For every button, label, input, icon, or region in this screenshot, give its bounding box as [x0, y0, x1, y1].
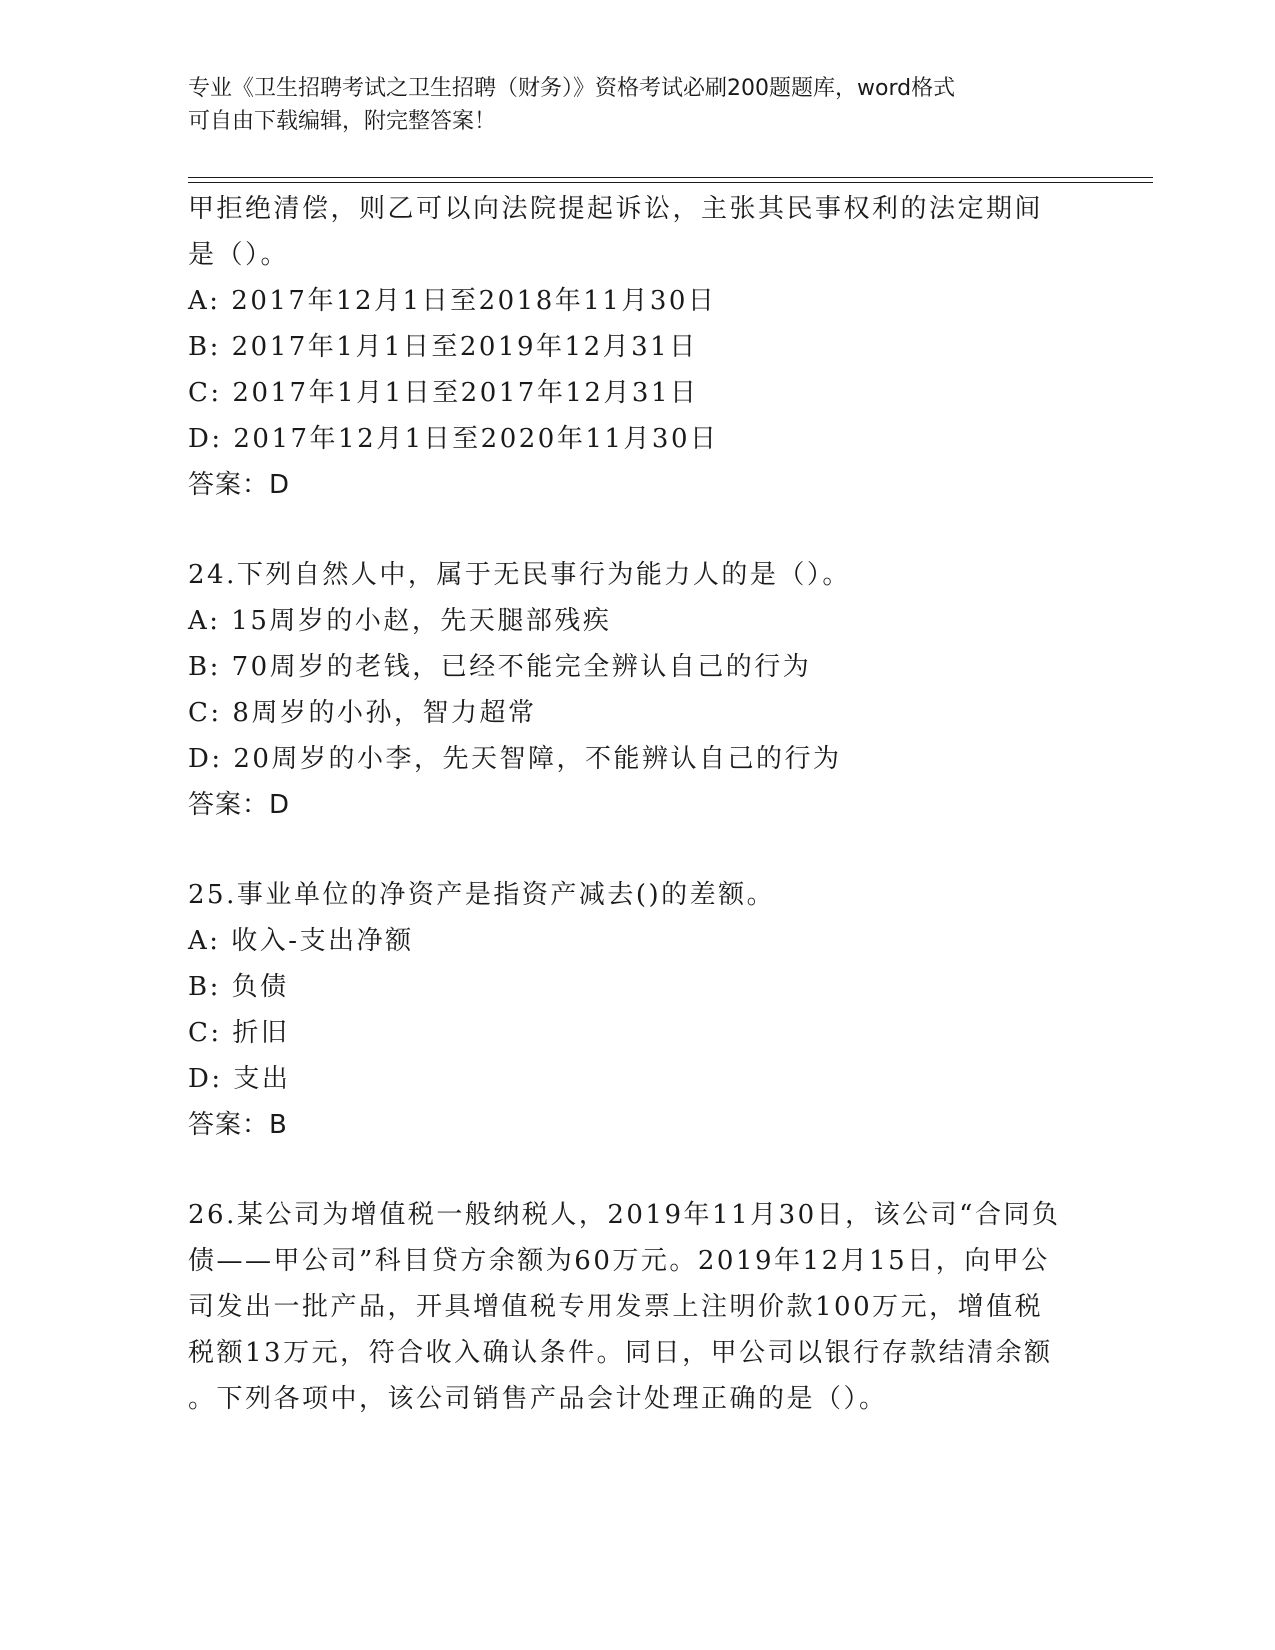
option-d: D: 2017年12月1日至2020年11月30日	[188, 424, 719, 454]
option-a: A: 15周岁的小赵，先天腿部残疾	[188, 606, 612, 636]
question-stem: 是（）。	[188, 240, 290, 270]
question-stem-line: 26.某公司为增值税一般纳税人，2019年11月30日，该公司“合同负	[188, 1200, 1061, 1230]
option-a: A: 2017年12月1日至2018年11月30日	[188, 286, 717, 316]
answer: 答案：B	[188, 1110, 288, 1140]
option-c: C: 2017年1月1日至2017年12月31日	[188, 378, 699, 408]
option-a: A: 收入-支出净额	[188, 926, 414, 956]
header-divider-bottom	[188, 182, 1153, 183]
question-stem-line: 。下列各项中，该公司销售产品会计处理正确的是（）。	[188, 1384, 888, 1414]
question-26	[188, 1192, 1088, 1422]
question-24	[188, 552, 1088, 828]
option-d: D: 支出	[188, 1064, 291, 1094]
answer: 答案：D	[188, 470, 291, 500]
question-23	[188, 186, 1088, 508]
document-header	[188, 72, 1088, 138]
header-divider-top	[188, 177, 1153, 178]
answer: 答案：D	[188, 790, 291, 820]
option-c: C: 8周岁的小孙，智力超常	[188, 698, 537, 728]
question-stem: 25.事业单位的净资产是指资产减去()的差额。	[188, 880, 776, 910]
question-stem-line: 税额13万元，符合收入确认条件。同日，甲公司以银行存款结清余额	[188, 1338, 1053, 1368]
header-line-1: 专业《卫生招聘考试之卫生招聘（财务）》资格考试必刷200题题库，word格式	[188, 76, 956, 101]
question-25	[188, 872, 1088, 1148]
option-d: D: 20周岁的小李，先天智障，不能辨认自己的行为	[188, 744, 842, 774]
option-c: C: 折旧	[188, 1018, 290, 1048]
question-stem-line: 债——甲公司”科目贷方余额为60万元。2019年12月15日，向甲公	[188, 1246, 1050, 1276]
question-stem: 24.下列自然人中，属于无民事行为能力人的是（）。	[188, 560, 851, 590]
header-line-2: 可自由下载编辑，附完整答案！	[188, 109, 497, 134]
option-b: B: 负债	[188, 972, 289, 1002]
question-stem-line: 司发出一批产品，开具增值税专用发票上注明价款100万元，增值税	[188, 1292, 1044, 1322]
option-b: B: 2017年1月1日至2019年12月31日	[188, 332, 698, 362]
option-b: B: 70周岁的老钱，已经不能完全辨认自己的行为	[188, 652, 812, 682]
document-body	[188, 186, 1088, 1422]
question-stem: 甲拒绝清偿，则乙可以向法院提起诉讼，主张其民事权利的法定期间	[188, 194, 1044, 224]
